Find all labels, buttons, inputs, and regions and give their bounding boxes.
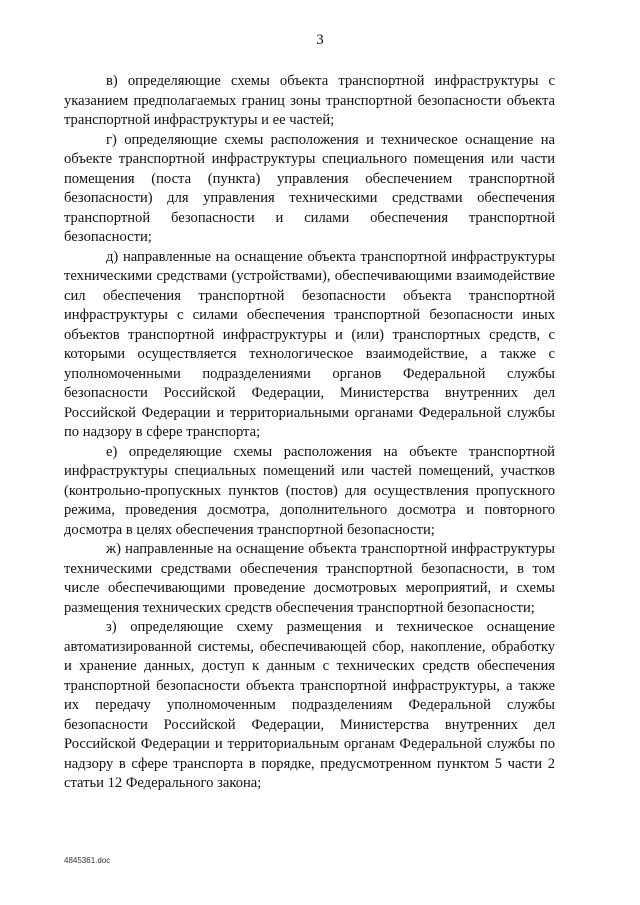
paragraph-z: з) определяющие схему размещения и техническое оснащение автоматизированной системы, обеспечивающей сбор, накопление, обработку и хранение данных, доступ к данным с технических средств обеспечения транспортной безопасности объекта транспортной инфраструктуры, а также их передачу уполномоченным подразделениям Федеральной службы безопасности Российской Федерации, Министерства внутренних дел Российской Федерации и территориальным органам Федеральной службы по надзору в сфере транспорта в порядке, предусмотренном пунктом 5 части 2 статьи 12 Федерального закона; — [64, 619, 555, 791]
paragraph-v: в) определяющие схемы объекта транспортной инфраструктуры с указанием предполагаемых границ зоны транспортной безопасности объекта транспортной инфраструктуры и ее частей; — [64, 73, 555, 128]
page-number: 3 — [316, 32, 324, 48]
paragraph-zh: ж) направленные на оснащение объекта транспортной инфраструктуры техническими средствами обеспечения транспортной безопасности, в том числе обеспечивающими проведение досмотровых мероприятий, и схемы размещения технических средств обеспечения транспортной безопасности; — [64, 541, 555, 616]
footer-filename: 4845361.doc — [64, 856, 111, 865]
paragraph-e: е) определяющие схемы расположения на объекте транспортной инфраструктуры специальных помещений или частей помещений, участков (контрольно-пропускных пунктов (постов) для осуществления пропускного режима, проведения досмотра, дополнительного досмотра и повторного досмотра в целях обеспечения транспортной безопасности; — [64, 443, 555, 538]
document-body — [64, 72, 555, 794]
paragraph-d: д) направленные на оснащение объекта транспортной инфраструктуры техническими средствами (устройствами), обеспечивающими взаимодействие сил обеспечения транспортной безопасности объекта транспортной инфраструктуры с силами обеспечения транспортной безопасности иных объектов транспортной инфраструктуры и (или) транспортных средств, с которыми осуществляется технологическое взаимодействие, а также с уполномоченными подразделениями органов Федеральной службы безопасности Российской Федерации, Министерства внутренних дел Российской Федерации и территориальными органами Федеральной службы по надзору в сфере транспорта; — [64, 248, 555, 440]
paragraph-g: г) определяющие схемы расположения и техническое оснащение на объекте транспортной инфраструктуры специального помещения или части помещения (поста (пункта) управления обеспечением транспортной безопасности) для управления техническими средствами обеспечения транспортной безопасности и силами обеспечения транспортной безопасности; — [64, 131, 555, 245]
